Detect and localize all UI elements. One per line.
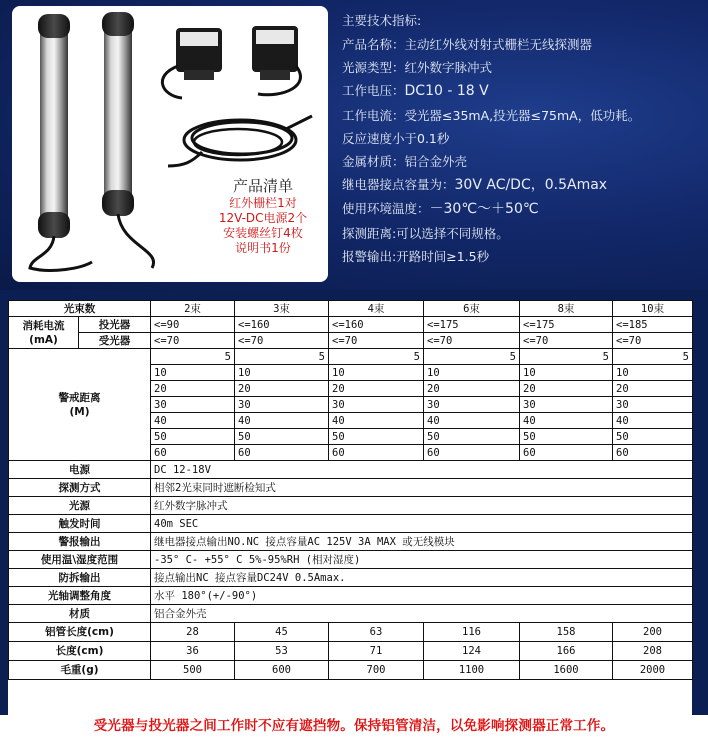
beam-cell: 4束 xyxy=(329,301,424,317)
beam-cell: 6束 xyxy=(424,301,520,317)
range-cell: 40 xyxy=(329,413,424,429)
range-cell: 30 xyxy=(520,397,613,413)
spec-title: 主要技术指标: xyxy=(342,13,422,28)
spec-label: 产品名称： xyxy=(342,37,405,52)
range-cell: 5 xyxy=(329,349,424,365)
range-label-cell xyxy=(9,349,151,461)
param-value: 铝合金外壳 xyxy=(151,605,693,623)
param-value: 40m SEC xyxy=(151,515,693,533)
current-unit: (mA) xyxy=(29,333,58,346)
range-cell: 5 xyxy=(424,349,520,365)
spec-value: 开路时间≥1.5秒 xyxy=(396,248,490,264)
range-cell: 5 xyxy=(235,349,329,365)
range-cell: 30 xyxy=(613,397,693,413)
spec-row xyxy=(342,197,702,221)
beam-tube-right xyxy=(102,12,154,268)
weight-cell: 700 xyxy=(329,661,424,680)
spec-row xyxy=(342,245,702,268)
range-cell: 5 xyxy=(613,349,693,365)
spec-row xyxy=(342,79,702,103)
spec-list xyxy=(342,10,702,268)
tube-length-cell: 158 xyxy=(520,623,613,642)
param-value: 相邻2光束同时遮断检知式 xyxy=(151,479,693,497)
range-cell: 40 xyxy=(235,413,329,429)
range-cell: 50 xyxy=(613,429,693,445)
range-cell: 10 xyxy=(613,365,693,381)
weight-label: 毛重(g) xyxy=(9,661,151,680)
receiver-label: 受光器 xyxy=(79,333,151,349)
param-row xyxy=(9,587,693,605)
warning-note: 受光器与投光器之间工作时不应有遮挡物。保持铝管清洁，以免影响探测器正常工作。 xyxy=(0,715,708,738)
receiver-current-row xyxy=(9,333,693,349)
spec-label: 金属材质： xyxy=(342,154,405,170)
range-cell: 10 xyxy=(520,365,613,381)
beam-cell: 8束 xyxy=(520,301,613,317)
range-cell: 20 xyxy=(520,381,613,397)
range-cell: 40 xyxy=(151,413,235,429)
length-cell: 53 xyxy=(235,642,329,661)
range-cell: 20 xyxy=(613,381,693,397)
spec-value: 可以选择不同规格。 xyxy=(396,225,509,241)
param-row xyxy=(9,497,693,515)
range-cell: 30 xyxy=(235,397,329,413)
param-value: DC 12-18V xyxy=(151,461,693,479)
inventory-title: 产品清单 xyxy=(232,177,293,195)
range-cell: 40 xyxy=(613,413,693,429)
length-cell: 71 xyxy=(329,642,424,661)
range-cell: 20 xyxy=(151,381,235,397)
param-label: 防拆输出 xyxy=(9,569,151,587)
current-cell: <=70 xyxy=(151,333,235,349)
param-label: 警报输出 xyxy=(9,533,151,551)
emitter-label: 投光器 xyxy=(79,317,151,333)
spec-label: 反应速度小于0.1秒 xyxy=(342,130,450,146)
spec-row xyxy=(342,173,702,197)
spec-label: 报警输出: xyxy=(342,248,397,264)
param-label: 触发时间 xyxy=(9,515,151,533)
inventory-item: 说明书1份 xyxy=(235,241,291,255)
param-row xyxy=(9,515,693,533)
range-cell: 50 xyxy=(424,429,520,445)
range-cell: 5 xyxy=(520,349,613,365)
param-row xyxy=(9,569,693,587)
cable-coil xyxy=(168,116,312,166)
spec-label: 探测距离: xyxy=(342,225,397,241)
weight-cell: 500 xyxy=(151,661,235,680)
spec-row xyxy=(342,150,702,173)
inventory-item: 12V-DC电源2个 xyxy=(218,211,308,225)
current-cell: <=70 xyxy=(235,333,329,349)
current-cell: <=160 xyxy=(329,317,424,333)
weight-cell: 600 xyxy=(235,661,329,680)
tube-length-cell: 63 xyxy=(329,623,424,642)
spec-value: 30V AC/DC，0.5Amax xyxy=(454,177,608,194)
length-cell: 166 xyxy=(520,642,613,661)
range-label: 警戒距离 xyxy=(58,391,101,404)
range-cell: 10 xyxy=(424,365,520,381)
spec-row xyxy=(342,56,702,79)
beam-cell: 2束 xyxy=(151,301,235,317)
spec-value: 铝合金外壳 xyxy=(404,154,468,170)
spec-table-wrapper xyxy=(8,300,692,715)
beam-cell: 3束 xyxy=(235,301,329,317)
param-value: 水平 180°(+/-90°) xyxy=(151,587,693,605)
spec-value: DC10 - 18 V xyxy=(404,83,489,100)
spec-row xyxy=(342,222,702,245)
param-row xyxy=(9,461,693,479)
spec-table xyxy=(8,300,693,680)
range-cell: 5 xyxy=(151,349,235,365)
param-row xyxy=(9,533,693,551)
param-row xyxy=(9,479,693,497)
range-cell: 60 xyxy=(329,445,424,461)
range-row xyxy=(9,349,693,365)
weight-row xyxy=(9,661,693,680)
param-label: 使用温\湿度范围 xyxy=(9,551,151,569)
beam-tube-left xyxy=(30,14,92,270)
current-cell: <=70 xyxy=(520,333,613,349)
length-label: 长度(cm) xyxy=(9,642,151,661)
range-cell: 20 xyxy=(329,381,424,397)
spec-row xyxy=(342,127,702,150)
spec-label: 工作电压： xyxy=(342,83,405,99)
range-cell: 10 xyxy=(329,365,424,381)
inventory-item: 安装螺丝钉4枚 xyxy=(223,226,303,240)
beam-label: 光束数 xyxy=(9,301,151,317)
param-row xyxy=(9,551,693,569)
range-cell: 40 xyxy=(520,413,613,429)
current-cell: <=70 xyxy=(613,333,693,349)
range-cell: 50 xyxy=(151,429,235,445)
tube-length-cell: 45 xyxy=(235,623,329,642)
current-label: 消耗电流 xyxy=(22,319,65,332)
range-cell: 60 xyxy=(613,445,693,461)
param-value: 接点输出NC 接点容量DC24V 0.5Amax. xyxy=(151,569,693,587)
tube-length-cell: 200 xyxy=(613,623,693,642)
tube-length-row xyxy=(9,623,693,642)
product-banner xyxy=(0,0,708,290)
spec-label: 工作电流： xyxy=(342,107,405,123)
beam-row xyxy=(9,301,693,317)
spec-row xyxy=(342,33,702,56)
length-cell: 124 xyxy=(424,642,520,661)
length-cell: 36 xyxy=(151,642,235,661)
power-adapter-left xyxy=(162,28,222,98)
param-value: -35° C- +55° C 5%-95%RH (相对湿度) xyxy=(151,551,693,569)
inventory-box xyxy=(198,176,328,256)
param-label: 光轴调整角度 xyxy=(9,587,151,605)
spec-row xyxy=(342,104,702,127)
param-value: 红外数字脉冲式 xyxy=(151,497,693,515)
range-cell: 50 xyxy=(329,429,424,445)
spec-label: 使用环境温度： xyxy=(342,201,430,217)
spec-value: 受光器≤35mA,投光器≤75mA，低功耗。 xyxy=(404,107,641,123)
tube-length-label: 铝管长度(cm) xyxy=(9,623,151,642)
length-cell: 208 xyxy=(613,642,693,661)
current-cell: <=90 xyxy=(151,317,235,333)
range-cell: 30 xyxy=(424,397,520,413)
current-cell: <=175 xyxy=(520,317,613,333)
beam-cell: 10束 xyxy=(613,301,693,317)
range-cell: 50 xyxy=(520,429,613,445)
range-cell: 50 xyxy=(235,429,329,445)
range-unit: (M) xyxy=(69,405,90,418)
tube-length-cell: 28 xyxy=(151,623,235,642)
current-cell: <=185 xyxy=(613,317,693,333)
weight-cell: 1100 xyxy=(424,661,520,680)
range-cell: 40 xyxy=(424,413,520,429)
range-cell: 60 xyxy=(235,445,329,461)
spec-table-section xyxy=(0,290,708,738)
param-label: 探测方式 xyxy=(9,479,151,497)
spec-label: 光源类型： xyxy=(342,60,405,76)
range-cell: 10 xyxy=(235,365,329,381)
param-label: 电源 xyxy=(9,461,151,479)
current-cell: <=70 xyxy=(329,333,424,349)
current-cell: <=70 xyxy=(424,333,520,349)
current-cell: <=160 xyxy=(235,317,329,333)
param-label: 光源 xyxy=(9,497,151,515)
range-cell: 30 xyxy=(151,397,235,413)
length-row xyxy=(9,642,693,661)
range-cell: 30 xyxy=(329,397,424,413)
current-cell: <=175 xyxy=(424,317,520,333)
range-cell: 60 xyxy=(424,445,520,461)
emitter-current-row xyxy=(9,317,693,333)
weight-cell: 2000 xyxy=(613,661,693,680)
range-cell: 60 xyxy=(151,445,235,461)
spec-value: 红外数字脉冲式 xyxy=(404,60,493,76)
range-cell: 60 xyxy=(520,445,613,461)
power-adapter-right xyxy=(252,26,300,95)
param-row xyxy=(9,605,693,623)
inventory-item: 红外栅栏1对 xyxy=(229,196,297,210)
weight-cell: 1600 xyxy=(520,661,613,680)
product-photo xyxy=(12,6,328,282)
tube-length-cell: 116 xyxy=(424,623,520,642)
spec-value: －30℃～＋50℃ xyxy=(429,201,539,218)
spec-value: 主动红外线对射式栅栏无线探测器 xyxy=(404,37,593,52)
current-label-cell xyxy=(9,317,79,349)
param-label: 材质 xyxy=(9,605,151,623)
range-cell: 20 xyxy=(235,381,329,397)
range-cell: 10 xyxy=(151,365,235,381)
range-cell: 20 xyxy=(424,381,520,397)
param-value: 继电器接点输出NO.NC 接点容量AC 125V 3A MAX 或无线模块 xyxy=(151,533,693,551)
spec-label: 继电器接点容量为： xyxy=(342,177,455,193)
